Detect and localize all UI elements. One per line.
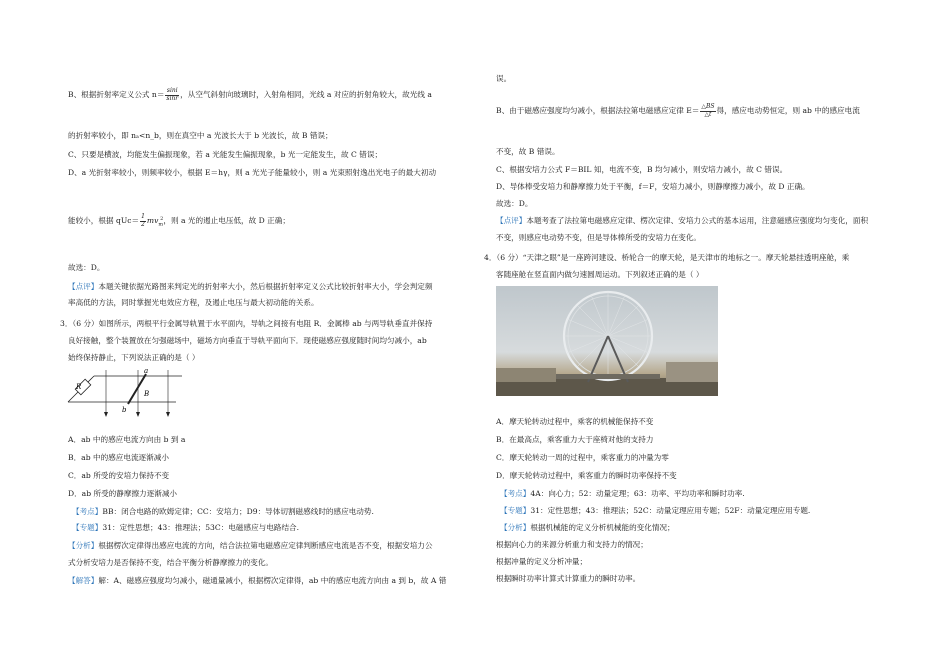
question-3-line3: 始终保持静止，下列说法正确的是（ ） [68, 353, 200, 362]
question-4-analysis-line4: 根据瞬时功率计算式计算重力的瞬时功率。 [496, 574, 641, 583]
option-b-explanation-line2: 的折射率较小，即 nₐ<n_b，则在真空中 a 光波长大于 b 光波长，故 B 错误； [68, 131, 333, 140]
question-3-option-b: B．ab 中的感应电流逐渐减小 [68, 453, 169, 462]
rail-circuit-diagram [66, 366, 186, 422]
question-3-option-c: C．ab 所受的安培力保持不变 [68, 471, 170, 480]
question-4-option-c: C．摩天轮转动一周的过程中，乘客重力的冲量为零 [496, 453, 669, 462]
question-4-option-b: B．在最高点，乘客重力大于座椅对他的支持力 [496, 435, 654, 444]
resistor-label: R [76, 383, 82, 391]
question-4-analysis-line2: 根据向心力的来源分析重力和支持力的情况； [496, 540, 648, 549]
question-4-zhuanti: 【专题】31：定性思想；43：推理法；52C：动量定理应用专题；52F：动量定理应用专题. [500, 506, 811, 515]
option-d-explanation-line1: D、a 光折射率较小，则频率较小，根据 E＝hγ，则 a 光光子能量较小，则 a 光束照射逸出光电子的最大初动 [68, 168, 437, 177]
question-3-option-d: D．ab 所受的静摩擦力逐渐减小 [68, 489, 178, 498]
question-3-analysis-line2: 式分析安培力是否保持不变，结合平衡分析静摩擦力的变化。 [68, 558, 274, 567]
q3-comment-line1: 【点评】本题考查了法拉第电磁感应定律、楞次定律、安培力公式的基本运用，注意磁感应强度均匀变化，面积 [496, 216, 869, 225]
question-3-line2: 良好接触，整个装置放在匀强磁场中，磁场方向垂直于导轨平面向下．现使磁感应强度随时间均匀减小，ab [68, 336, 427, 345]
question-3-analysis-line1: 【分析】根据楞次定律得出感应电流的方向，结合法拉第电磁感应定律判断感应电流是否不变，根据安培力公 [68, 541, 433, 550]
continued-line: 误。 [496, 74, 512, 83]
question-3-kaodian: 【考点】BB：闭合电路的欧姆定律；CC：安培力；D9：导体切割磁感线时的感应电动势. [72, 507, 374, 516]
question-4-line1: 4．（6 分）“天津之眼”是一座跨河建设、桥轮合一的摩天轮，是天津市的地标之一。摩天轮悬挂透明座舱，乘 [484, 253, 850, 262]
question-3-zhuanti: 【专题】31：定性思想；43：推理法；53C：电磁感应与电路结合. [72, 523, 300, 532]
faraday-fraction: $\frac{\triangle BS}{\triangle t}$ [701, 103, 715, 118]
q3-option-b-solution-line2: 不变，故 B 错误。 [496, 147, 560, 156]
question-4-kaodian: 【考点】4A：向心力；52：动量定理；63：功率、平均功率和瞬时功率. [500, 489, 745, 498]
question-4-analysis-line3: 根据冲量的定义分析冲量； [496, 557, 588, 566]
q3-option-d-solution: D、导体棒受安培力和静摩擦力处于平衡，f＝F，安培力减小，则静摩擦力减小，故 D 正确。 [496, 182, 810, 191]
question-3-option-a: A．ab 中的感应电流方向由 b 到 a [68, 435, 186, 444]
comment-line2: 率高低的方法，同时掌握光电效应方程，及遏止电压与最大初动能的关系。 [68, 298, 319, 307]
question-4-analysis-line1: 【分析】根据机械能的定义分析机械能的变化情况； [500, 523, 675, 532]
question-4-option-a: A．摩天轮转动过程中，乘客的机械能保持不变 [496, 417, 654, 426]
refraction-fraction: $\frac{\sin i}{\sin r}$ [166, 87, 179, 102]
field-b-label: B [144, 390, 150, 398]
question-4-line2: 客随座舱在竖直面内做匀速圆周运动。下列叙述正确的是（ ） [496, 270, 704, 279]
option-b-explanation-line1: B、根据折射率定义公式 n＝ $\frac{\sin i}{\sin r}$ ，从空气斜射向玻璃时，入射角相同，光线 a 对应的折射角较大，故光线 a [68, 87, 432, 102]
question-4-option-d: D．摩天轮转动过程中，乘客重力的瞬时功率保持不变 [496, 471, 677, 480]
point-b-label: b [122, 406, 127, 414]
answer-line: 故选：D。 [68, 263, 105, 272]
point-a-label: a [144, 367, 149, 375]
q3-answer: 故选：D。 [496, 199, 533, 208]
ferris-wheel-illustration [496, 286, 718, 396]
comment-line1: 【点评】本题关键依据光路图来判定光的折射率大小，然后根据折射率定义公式比较折射率大小，学会判定频 [68, 282, 433, 291]
question-3-solution: 【解答】解：A、磁感应强度均匀减小，磁通量减小，根据楞次定律得，ab 中的感应电流方向由 a 到 b，故 A 错 [68, 576, 447, 585]
q3-comment-line2: 不变，则感应电动势不变，但是导体棒所受的安培力在变化。 [496, 233, 702, 242]
q3-option-c-solution: C、根据安培力公式 F＝BIL 知，电流不变，B 均匀减小，则安培力减小，故 C 错误。 [496, 165, 788, 174]
option-c-explanation: C、只要是横波，均能发生偏振现象，若 a 光能发生偏振现象，b 光一定能发生，故 C 错误； [68, 150, 383, 159]
q3-option-b-solution-line1: B、由于磁感应强度均匀减小，根据法拉第电磁感应定律 E＝ $\frac{\triangle BS}{\triangle t}$ 得，感应电动势恒定，则 ab 中的感应电流 [496, 103, 860, 118]
ferris-wheel-photo [496, 286, 718, 396]
question-3-line1: 3．（6 分）如图所示，两根平行金属导轨置于水平面内，导轨之间接有电阻 R．金属棒 ab 与两导轨垂直并保持 [60, 319, 433, 328]
half-fraction: $\frac{1}{2}$ [141, 213, 145, 228]
option-d-explanation-line2: 能较小，根据 qUc＝ $\frac{1}{2}$ $mv_m^2$，则 a 光的遏止电压低，故 D 正确； [68, 213, 290, 228]
